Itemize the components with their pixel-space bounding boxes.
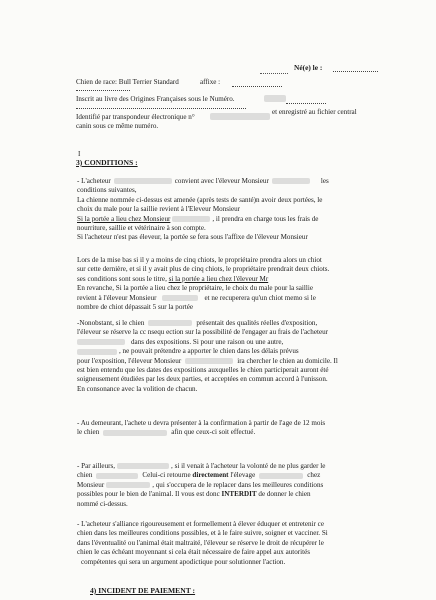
text-span: l'élevage: [230, 471, 256, 480]
section-3-title: 3) CONDITIONS :: [76, 158, 138, 167]
paragraph-conditions-intro: [77, 177, 397, 243]
header-dotted-line-1: [76, 90, 130, 91]
text-line: nourriture, saillie et vétérinaire à son compte.: [77, 224, 206, 233]
text-span: pour l'exposition, l'éleveur Monsieur: [77, 356, 182, 365]
redacted-name: [185, 358, 233, 364]
birth-date-line: [333, 71, 378, 72]
text-line: conditions suivantes,: [77, 186, 137, 195]
lof-registration-line: Inscrit au livre des Origines Françaises sous le Numéro.: [76, 95, 235, 103]
text-span: directement: [192, 471, 229, 480]
redacted-dog-name: [148, 320, 192, 326]
text-span: , si il venait à l'acheteur la volonté de ne plus garder le: [171, 462, 326, 470]
text-span: revient à l'éleveur Monsieur: [77, 293, 157, 302]
affixe-label: affixe :: [200, 78, 221, 86]
redacted-name: [172, 216, 210, 222]
text-line: sur cette dernière, et si il y avait plus de cinq chiots, le propriétaire prendrait deux chiots.: [77, 265, 330, 274]
redacted-name: [259, 473, 303, 479]
text-span: ira chercher le chien au domicile. Il: [237, 356, 338, 365]
text-span: possibles pour le bien de l'animal. Il vous est donc: [77, 490, 220, 499]
affixe-line: [232, 86, 282, 87]
central-file-text: et enregistré au fichier central: [272, 108, 357, 116]
redacted-breeder-name: [272, 178, 310, 184]
redacted-name: [106, 482, 150, 488]
text-span: - L'acheteur: [77, 177, 111, 185]
text-line: - Au demeurant, l'achete u devra présenter à la confirmation à partir de l'age de 12 mois: [77, 419, 326, 427]
text-span: si la portée a lieu chez l'éleveur Mr: [168, 274, 269, 283]
redacted-transponder-number: [210, 113, 270, 120]
redacted-name: [117, 463, 169, 469]
text-line: chien dans les meilleures conditions possibles, et à le faire suivre, soigner et vacciner. Si: [77, 529, 328, 538]
redacted-dog-name: [103, 430, 167, 436]
text-span: , qui s'occupera de le replacer dans les meilleures conditions: [152, 480, 324, 489]
text-line: compétentes qui sera un argument apodictique pour solutionner l'action.: [81, 557, 286, 566]
birth-date-label: Né(e) le :: [294, 63, 323, 72]
text-line: nommé ci-dessus.: [77, 499, 128, 508]
redacted-name: [77, 349, 117, 355]
text-line: En consonance avec la volition de chacun.: [77, 384, 198, 393]
text-span: présentait des qualités réelles d'exposition,: [196, 319, 318, 327]
text-span: Si la portée a lieu chez Monsieur: [77, 214, 171, 223]
breed-line: Chien de race: Bull Terrier Standard: [76, 78, 179, 86]
section-4-title: 4) INCIDENT DE PAIEMENT :: [90, 586, 196, 595]
text-span: convient avec l'éleveur Monsieur: [174, 177, 269, 185]
text-line: dans l'éventualité ou l'animal était maltraité, l'éleveur se réserve le droit de récupérer le: [77, 538, 324, 547]
text-span: ses conditions sont sous le titre,: [77, 274, 167, 283]
paragraph-care-obligations: [77, 520, 397, 567]
text-span: Celui-ci retourne: [142, 471, 191, 480]
transponder-line: Identifié par transpondeur électronique n°: [76, 113, 195, 121]
text-line: nombre de chiot dépassait 5 sur la portée: [77, 303, 194, 312]
text-span: , il prendra en charge tous les frais de: [212, 214, 319, 223]
text-line: La chienne nommée ci-dessus est amenée (après tests de santé)n avoir deux portées, le: [77, 195, 323, 204]
text-line: l'éleveur se réserve la cc nsequ ection sur la possibilité de l'engager au frais de l'acheteur: [77, 328, 329, 337]
redacted-lof-number: [264, 95, 286, 102]
text-span: de donner le chien: [258, 490, 311, 499]
text-span: -Nonobstant, si le chien: [77, 319, 145, 327]
text-span: , ne pouvait prétendre a apporter le chien dans les délais prévus: [119, 347, 299, 356]
lof-number-line: [286, 103, 326, 104]
same-number-line: canin sous ce même numéro.: [76, 122, 159, 130]
text-line: - L'acheteur s'alliance rigoureusement et formellement à élever éduquer et entretenir ce: [77, 520, 324, 528]
text-span: chien: [77, 471, 93, 480]
text-line: est bien entendu que les dates des expositions auxquelles le chien participerait auront été: [77, 366, 329, 375]
text-span: afin que ceux-ci soit effectué.: [171, 428, 256, 437]
text-span: INTERDIT: [221, 490, 257, 499]
redacted-owner-line: [260, 67, 288, 74]
text-span: dans des expositions. Si pour une raison ou une autre,: [131, 337, 284, 346]
header-dotted-line-2: [76, 108, 246, 109]
redacted-name: [162, 295, 198, 301]
paragraph-return-clause: [77, 462, 397, 509]
text-line: soigneusement étudiées par les deux parties, et acceptées en commun accord à l'unisson.: [77, 375, 328, 384]
margin-mark: I: [78, 150, 81, 158]
text-span: le chien: [77, 428, 100, 437]
text-line: Si l'acheteur n'est pas éleveur, la portée se fera sous l'affixe de l'éleveur Monsieur: [77, 233, 308, 242]
text-span: En revanche, Si la portée a lieu chez le propriétaire, le choix du male pour la saillie: [77, 284, 313, 293]
redacted-name: [77, 339, 125, 345]
text-line: Lors de la mise bas si il y a moins de cinq chiots, le propriétaire prendra alors un chiot: [77, 256, 322, 264]
text-span: et ne recuperera qu'un chiot memo si le: [204, 293, 316, 302]
redacted-buyer-name: [114, 178, 172, 184]
paragraph-puppies: [77, 256, 397, 312]
text-span: - Par ailleurs,: [77, 462, 116, 470]
text-span: chez: [307, 471, 321, 480]
text-line: chien le cas échéant moyennant si cela était nécessaire de faire appel aux autorités: [77, 548, 310, 557]
redacted-dog-name: [96, 473, 138, 479]
text-line: choix du male pour la saillie revient à l'Eleveur Monsieur: [77, 205, 241, 214]
paragraph-confirmation: [77, 419, 397, 438]
paragraph-exhibitions: [77, 319, 397, 394]
text-span: les: [320, 177, 329, 185]
text-span: Monsieur: [77, 480, 105, 489]
